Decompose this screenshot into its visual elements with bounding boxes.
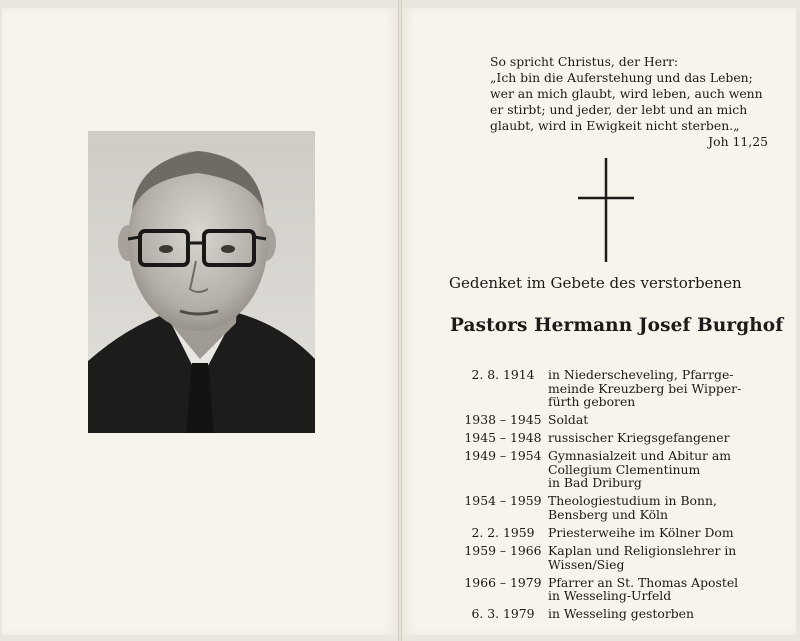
timeline-row	[458, 607, 768, 621]
timeline-date: 1954 – 1959	[464, 493, 542, 509]
timeline-text: fürth geboren	[548, 394, 636, 409]
timeline-text: Pfarrer an St. Thomas Apostel	[548, 574, 739, 590]
timeline-text: in Wesseling gestorben	[548, 606, 694, 622]
portrait-photo	[88, 131, 315, 433]
memorial-line: Gedenket im Gebete des verstorbenen	[449, 274, 742, 292]
timeline-row	[458, 576, 768, 603]
timeline-date: 1945 – 1948	[464, 430, 542, 446]
timeline-date: 2. 8. 1914	[471, 367, 535, 382]
timeline-row	[458, 526, 768, 540]
timeline-text: Theologiestudium in Bonn,	[548, 493, 717, 509]
bible-quote	[490, 54, 770, 150]
timeline-text: Gymnasialzeit und Abitur am	[548, 448, 732, 464]
timeline-row	[458, 544, 768, 571]
quote-reference: Joh 11,25	[708, 134, 768, 149]
timeline-text: in Bad Driburg	[548, 475, 642, 491]
timeline-text: Collegium Clementinum	[548, 461, 701, 477]
timeline-row	[458, 494, 768, 521]
cross-icon	[578, 158, 634, 262]
quote-line: So spricht Christus, der Herr:	[490, 54, 679, 69]
timeline-text: Wissen/Sieg	[548, 556, 625, 572]
timeline-text: in Wesseling-Urfeld	[548, 588, 672, 604]
timeline-row	[458, 431, 768, 445]
quote-line: glaubt, wird in Ewigkeit nicht sterben.„	[490, 118, 740, 133]
timeline-row	[458, 449, 768, 490]
quote-line: er stirbt; und jeder, der lebt und an mich	[490, 102, 748, 117]
timeline-text: russischer Kriegsgefangener	[548, 430, 730, 446]
timeline-text: Bensberg und Köln	[548, 506, 668, 522]
timeline-text: in Niederscheveling, Pfarrge-	[548, 367, 734, 382]
timeline-date: 1949 – 1954	[464, 448, 542, 464]
timeline-text: Kaplan und Religionslehrer in	[548, 543, 737, 559]
timeline-date: 1966 – 1979	[464, 574, 542, 590]
timeline-text: Priesterweihe im Kölner Dom	[548, 524, 734, 540]
quote-line: wer an mich glaubt, wird leben, auch wenn	[490, 86, 763, 101]
timeline-text: meinde Kreuzberg bei Wipper-	[548, 380, 742, 396]
timeline-date: 1959 – 1966	[464, 543, 542, 559]
life-timeline	[458, 368, 768, 625]
timeline-date: 6. 3. 1979	[471, 606, 535, 622]
timeline-text: Soldat	[548, 412, 589, 428]
timeline-row	[458, 413, 768, 427]
deceased-name: Pastors Hermann Josef Burghof	[450, 315, 784, 336]
timeline-row	[458, 368, 768, 409]
quote-line: „Ich bin die Auferstehung und das Leben;	[490, 70, 753, 85]
timeline-date: 2. 2. 1959	[471, 524, 535, 540]
timeline-date: 1938 – 1945	[464, 412, 542, 428]
